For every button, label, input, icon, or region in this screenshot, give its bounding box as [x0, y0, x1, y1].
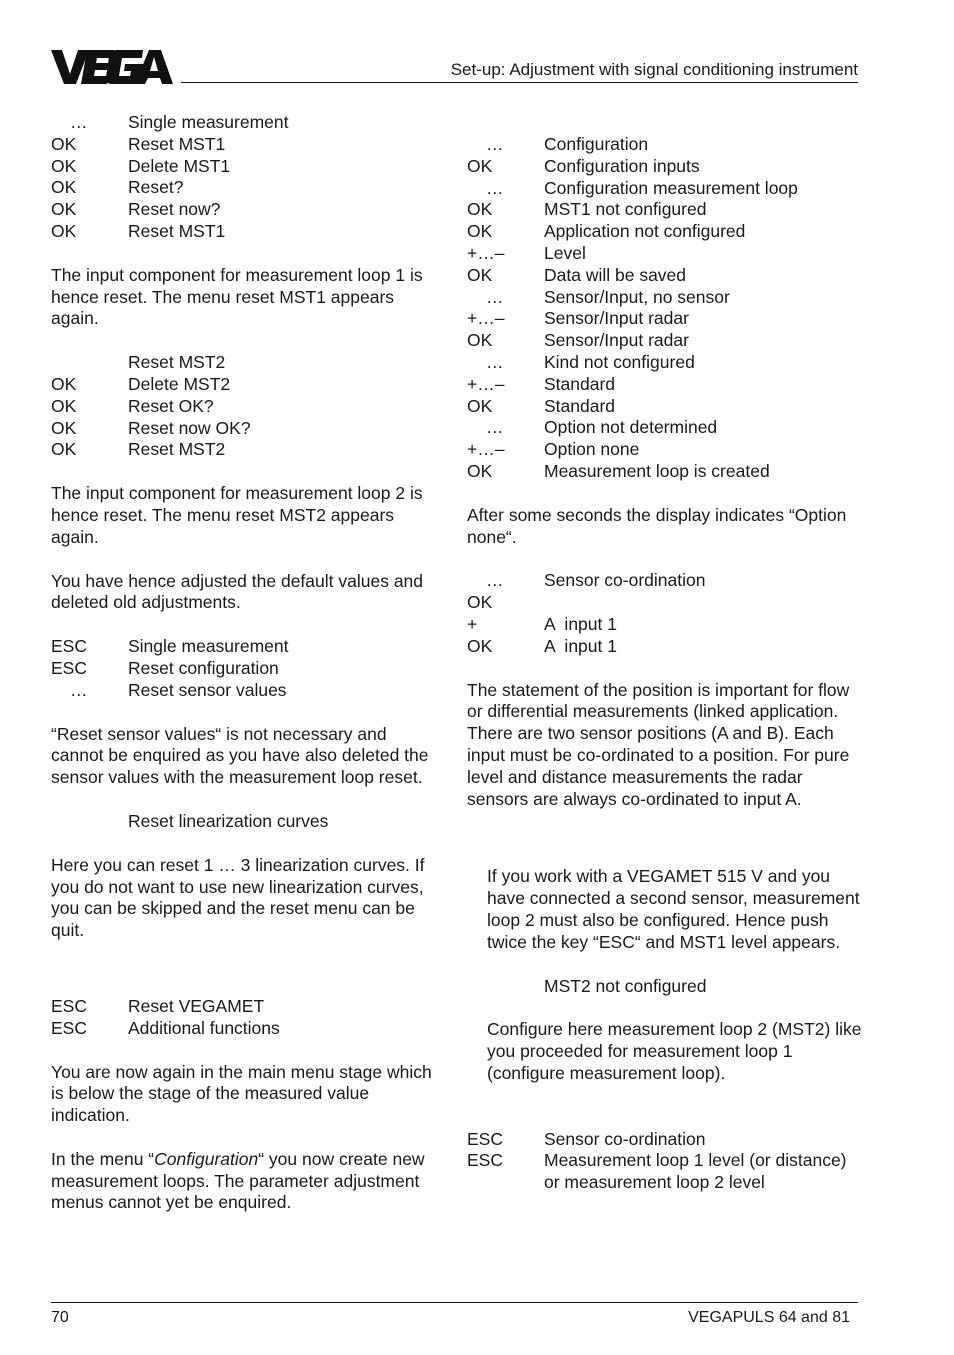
menu-step: … Option not determined — [486, 417, 718, 438]
menu-step: OK A input 1 — [467, 635, 617, 656]
menu-step: OK Standard — [467, 395, 616, 416]
paragraph: In the menu “Configuration“ you now create new measurement loops. The parameter adjustment menus cannot yet be enquired. — [51, 1148, 425, 1213]
menu-step: +…– Level — [467, 242, 586, 263]
page-number: 70 — [51, 1309, 69, 1326]
menu-step: OK Application not configured — [467, 221, 746, 242]
menu-step: OK Delete MST1 — [51, 155, 231, 176]
header-divider — [181, 82, 858, 83]
left-column — [51, 112, 441, 1214]
menu-step: +…– Standard — [467, 373, 616, 394]
menu-step: OK Reset MST2 — [51, 439, 226, 460]
menu-step: OK Reset now OK? — [51, 417, 251, 438]
menu-step: OK Measurement loop is created — [467, 460, 770, 481]
running-footer: VEGAPULS 64 and 81 — [688, 1309, 850, 1326]
paragraph: The input component for measurement loop 1 is hence reset. The menu reset MST1 appears again. — [51, 264, 423, 329]
menu-step: ESC Additional functions — [51, 1017, 280, 1038]
right-column — [467, 134, 862, 1194]
note-paragraph: Configure here measurement loop 2 (MST2) like you proceeded for measurement loop 1 (configure measurement loop). — [487, 1019, 862, 1083]
menu-step: OK Reset OK? — [51, 395, 214, 416]
emphasis: Configuration — [154, 1148, 259, 1169]
menu-sequence — [467, 976, 862, 998]
paragraph: After some seconds the display indicates “Option none“. — [467, 504, 847, 547]
menu-step: ESC Single measurement — [51, 636, 289, 657]
menu-step: … Configuration — [486, 134, 649, 154]
menu-step: +…– Sensor/Input radar — [467, 308, 689, 329]
menu-step: ESC Reset configuration — [51, 657, 279, 678]
paragraph: The input component for measurement loop 2 is hence reset. The menu reset MST2 appears again. — [51, 483, 423, 547]
menu-step: ESC Sensor co-ordination — [467, 1128, 706, 1149]
menu-step: … Reset sensor values — [70, 679, 287, 700]
menu-step: OK Sensor/Input radar — [467, 330, 689, 351]
menu-step: OK Reset MST1 — [51, 133, 226, 154]
footer-divider — [51, 1302, 858, 1303]
menu-sequence — [51, 112, 441, 243]
menu-step: MST2 not configured — [544, 975, 707, 996]
menu-step: … Sensor/Input, no sensor — [486, 286, 730, 307]
vega-logo — [51, 47, 173, 87]
menu-sequence — [51, 636, 441, 701]
menu-step: +…– Option none — [467, 439, 640, 460]
menu-sequence — [467, 570, 862, 657]
menu-sequence — [51, 811, 441, 833]
menu-step: OK Reset now? — [51, 199, 221, 220]
menu-step: + A input 1 — [467, 613, 617, 634]
menu-sequence — [51, 352, 441, 461]
paragraph: “Reset sensor values“ is not necessary and cannot be enquired as you have also deleted the sensor values with the measurement loop reset. — [51, 723, 429, 788]
menu-step: OK Data will be saved — [467, 264, 687, 285]
paragraph: You are now again in the main menu stage which is below the stage of the measured value indication. — [51, 1061, 432, 1126]
menu-step: Reset MST2 — [128, 352, 226, 373]
menu-step: … Single measurement — [70, 112, 289, 132]
menu-step: OK MST1 not configured — [467, 199, 707, 220]
menu-step: OK Delete MST2 — [51, 373, 231, 394]
menu-step: OK Reset MST1 — [51, 220, 226, 241]
menu-step: OK Reset? — [51, 177, 184, 198]
menu-step: OK — [467, 592, 493, 613]
menu-step: … Sensor co-ordination — [486, 570, 706, 591]
menu-sequence — [467, 134, 862, 483]
menu-sequence — [467, 1129, 862, 1194]
menu-step: Reset linearization curves — [128, 810, 329, 831]
menu-step: ESC Reset VEGAMET — [51, 995, 265, 1016]
paragraph: Here you can reset 1 … 3 linearization curves. If you do not want to use new linearization curves, you can be skipped and the reset menu can be quit. — [51, 854, 425, 941]
running-header: Set-up: Adjustment with signal conditioning instrument — [450, 60, 858, 79]
menu-step: … Kind not configured — [486, 351, 695, 372]
menu-step: … Configuration measurement loop — [486, 177, 798, 198]
paragraph: The statement of the position is important for flow or differential measurements (linked application. There are two sensor positions (A and B). Each input must be co-ordinated to a position. For pure level and distance measurements the radar sensors are always co-ordinated to input A. — [467, 679, 850, 809]
menu-sequence — [51, 996, 441, 1040]
note-paragraph: If you work with a VEGAMET 515 V and you have connected a second sensor, measurement loop 2 must also be configured. Hence push twice the key “ESC“ and MST1 level appears. — [487, 866, 860, 952]
menu-step: OK Configuration inputs — [467, 155, 700, 176]
paragraph: You have hence adjusted the default values and deleted old adjustments. — [51, 570, 424, 613]
menu-step: ESC Measurement loop 1 level (or distance) or measurement loop 2 level — [467, 1150, 847, 1193]
